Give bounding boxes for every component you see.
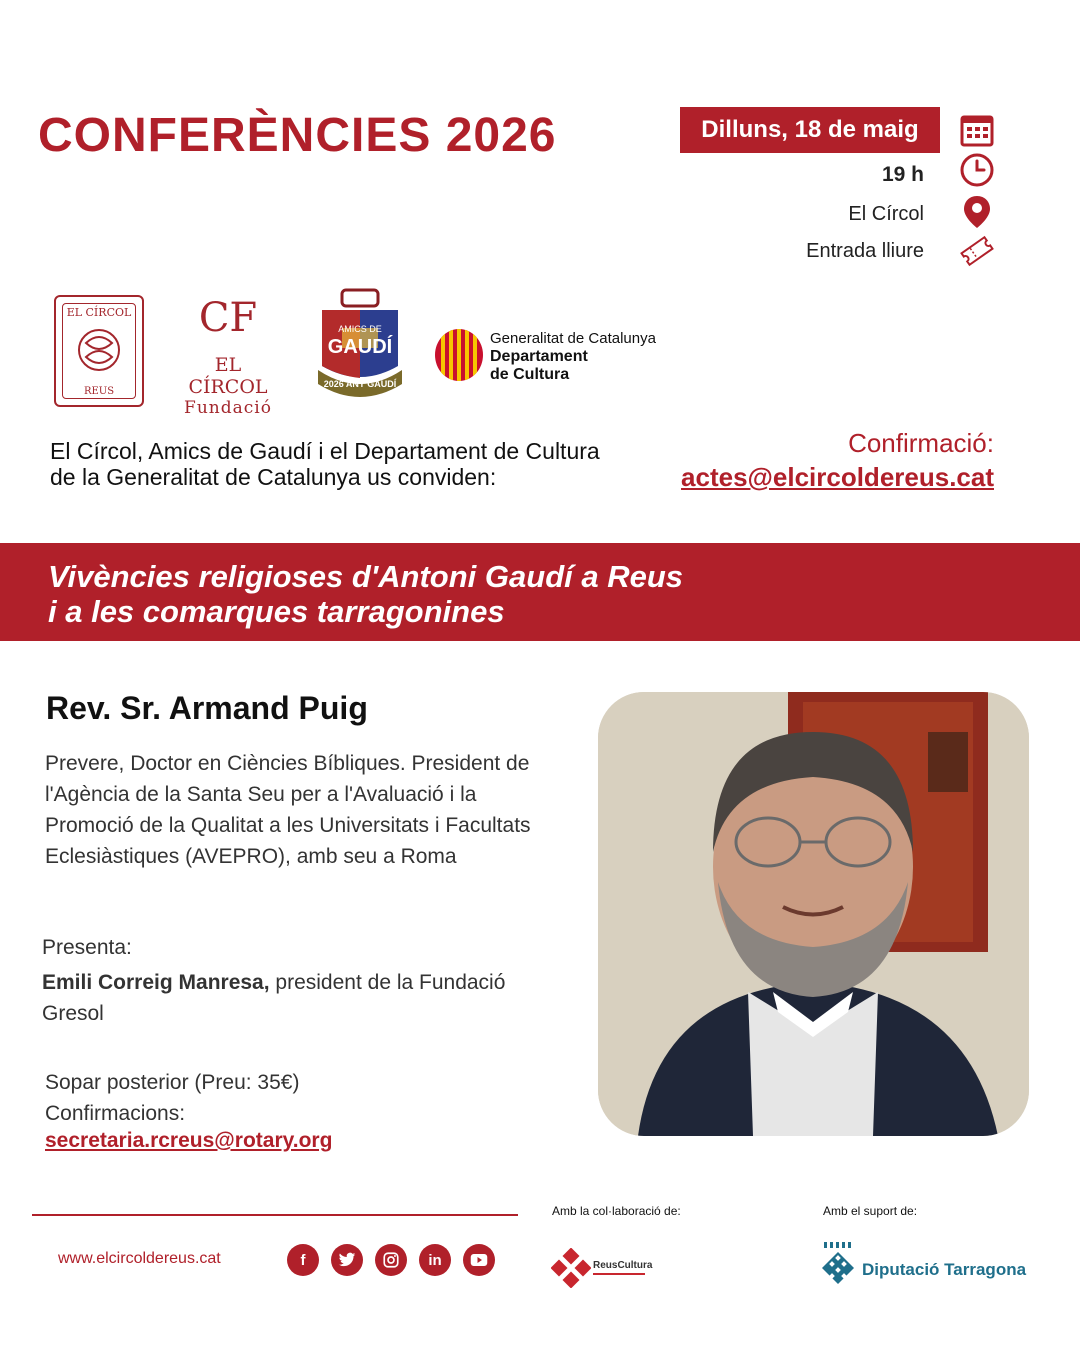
linkedin-icon[interactable]: in (419, 1244, 451, 1276)
gencat-line3: de Cultura (490, 366, 570, 383)
el-circol-fundacio-logo (176, 292, 280, 418)
speaker-bio: Prevere, Doctor en Ciències Bíbliques. President de l'Agència de la Santa Seu per a l'Avaluació i la Promoció de la Qualitat a les Universitats i Facultats Eclesiàstiques (AVEPRO), amb seu a Roma (45, 752, 531, 868)
speaker-photo (598, 692, 1029, 1136)
conference-title-line1: Vivències religioses d'Antoni Gaudí a Reus (48, 559, 684, 594)
collaboration-label: Amb la col·laboració de: (552, 1204, 681, 1218)
twitter-icon[interactable] (331, 1244, 363, 1276)
support-label: Amb el suport de: (823, 1204, 918, 1218)
generalitat-cultura-logo (435, 327, 680, 383)
reus-cultura-mark-icon (551, 1248, 591, 1288)
fundacio-line2: Fundació (184, 398, 272, 418)
diputacio-tarragona-logo (818, 1240, 1038, 1290)
ticket-icon (958, 232, 996, 270)
facebook-icon[interactable]: f (287, 1244, 319, 1276)
title-banner (0, 543, 1080, 641)
circol-emblem-icon (74, 325, 124, 375)
confirmation-label: Confirmació: (848, 428, 994, 458)
diputacio-mark-icon (818, 1240, 858, 1288)
conference-title (48, 559, 683, 629)
gaudi-line1: AMICS DE (338, 324, 382, 334)
clock-icon (958, 151, 996, 189)
presenter-role: president de la Fundació Gresol (42, 971, 506, 1025)
el-circol-logo (54, 295, 144, 407)
instagram-icon[interactable] (375, 1244, 407, 1276)
fundacio-line1: EL CÍRCOL (188, 354, 268, 398)
diputacio-name: Diputació Tarragona (862, 1260, 1027, 1279)
event-entry: Entrada lliure (806, 240, 924, 262)
presenter-text (42, 967, 512, 1029)
event-place: El Círcol (848, 203, 924, 225)
reus-cultura-name: ReusCultura (593, 1260, 653, 1271)
gencat-flag-icon (435, 329, 483, 381)
dinner-line: Sopar posterior (Preu: 35€) (45, 1071, 300, 1094)
gencat-line2: Departament (490, 348, 588, 365)
confirmation-email-link[interactable]: actes@elcircoldereus.cat (681, 462, 994, 492)
fundacio-mark: CF (198, 295, 258, 341)
amics-de-gaudi-logo (312, 288, 408, 406)
dinner-info (45, 1067, 299, 1129)
website-link[interactable]: www.elcircoldereus.cat (58, 1250, 221, 1267)
invitation-text: El Círcol, Amics de Gaudí i el Departament de Cultura de la Generalitat de Catalunya us conviden: (50, 438, 600, 490)
presenter-name: Emili Correig Manresa, (42, 971, 270, 994)
calendar-icon (958, 111, 996, 149)
el-circol-logo-top: EL CÍRCOL (66, 306, 132, 319)
speaker-name: Rev. Sr. Armand Puig (46, 690, 368, 726)
event-time: 19 h (881, 163, 924, 186)
footer-divider (32, 1214, 518, 1216)
dinner-email-link[interactable]: secretaria.rcreus@rotary.org (45, 1129, 333, 1152)
gencat-line1: Generalitat de Catalunya (490, 330, 656, 347)
dinner-confirm-label: Confirmacions: (45, 1102, 186, 1125)
location-pin-icon (958, 193, 996, 231)
conference-title-line2: i a les comarques tarragonines (48, 594, 505, 629)
gaudi-line2: GAUDÍ (327, 336, 393, 358)
date-badge: Dilluns, 18 de maig (680, 107, 940, 153)
gaudi-line3: 2026 ANY GAUDÍ (323, 379, 397, 389)
presents-label: Presenta: (42, 936, 132, 959)
reus-cultura-logo (551, 1248, 661, 1288)
youtube-icon[interactable] (463, 1244, 495, 1276)
page-title: CONFERÈNCIES 2026 (38, 109, 557, 162)
el-circol-logo-bottom: REUS (83, 386, 115, 397)
